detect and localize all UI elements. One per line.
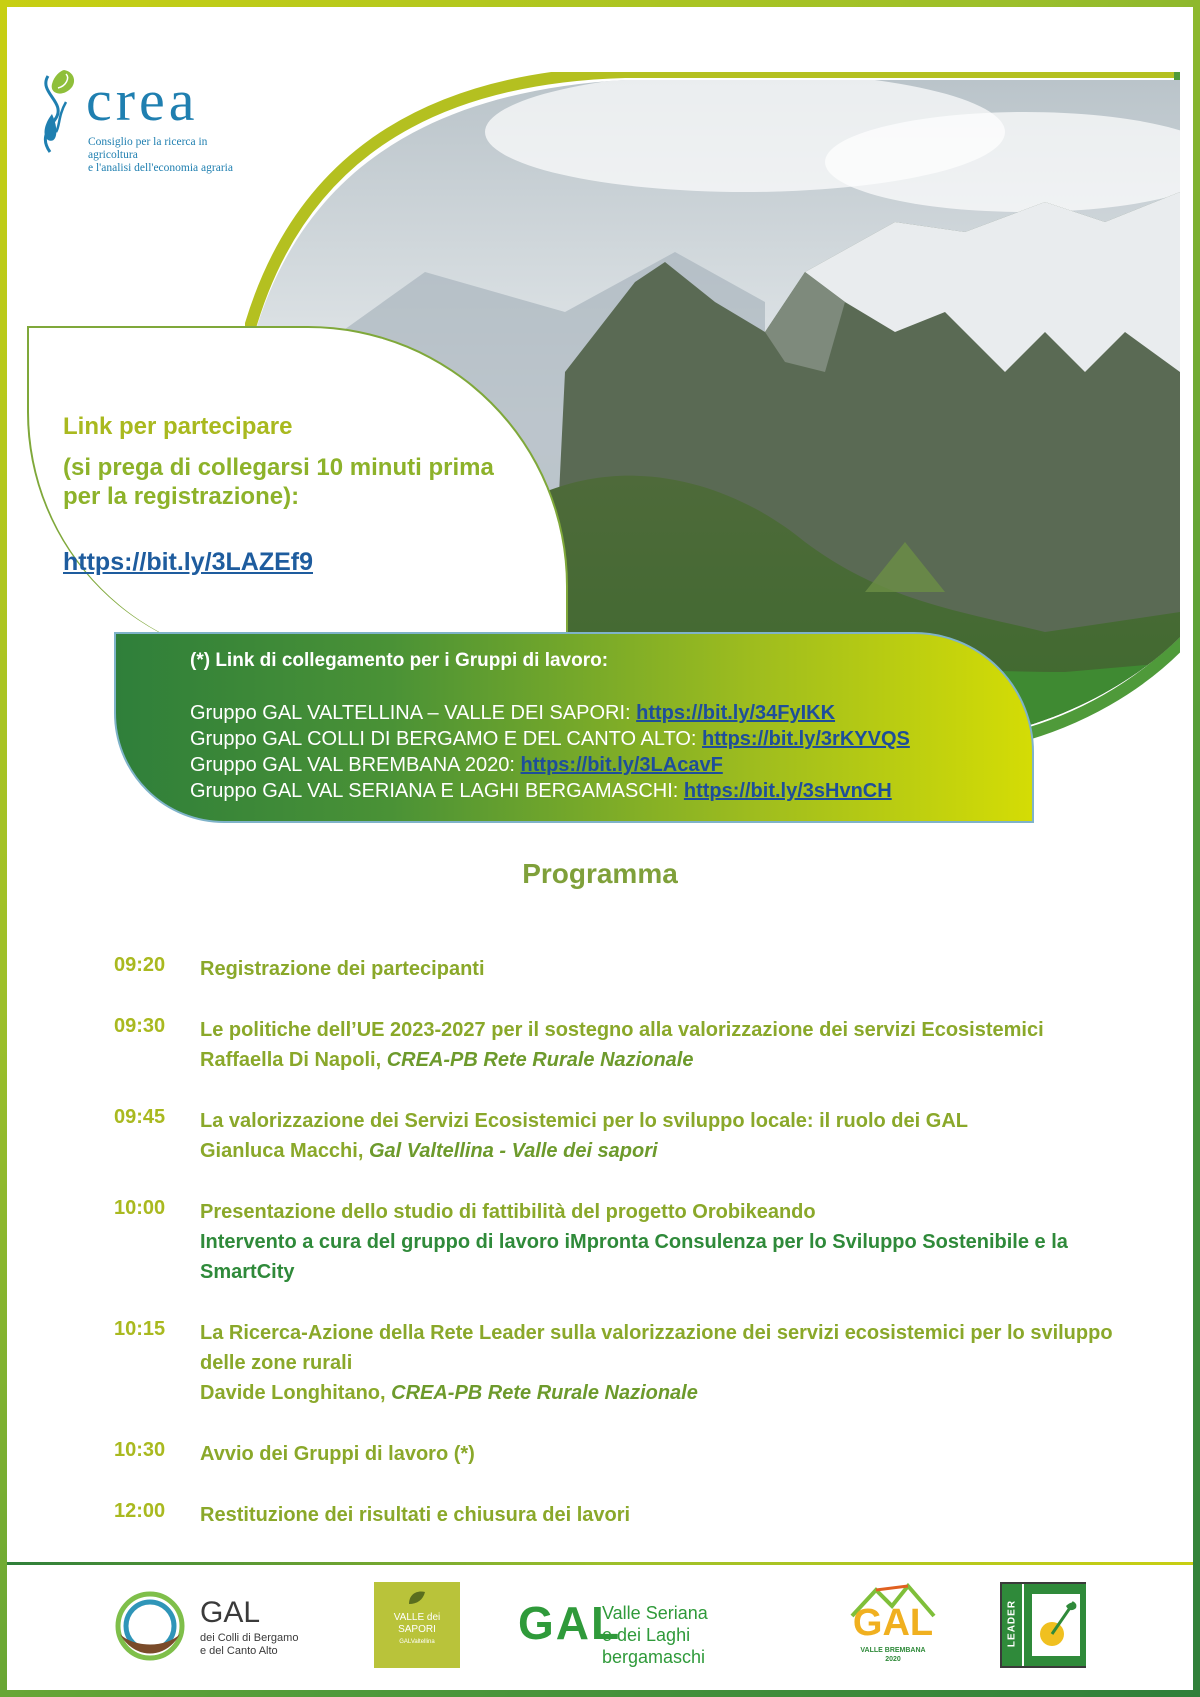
group-line-valtellina: [190, 702, 835, 725]
programme-desc: [200, 1439, 1120, 1469]
participation-link[interactable]: https://bit.ly/3LAZEf9: [63, 548, 313, 576]
programme-speaker: Davide Longhitano,: [200, 1382, 386, 1404]
programme-speaker: Raffaella Di Napoli,: [200, 1049, 382, 1071]
gal-seriana-main: GAL: [518, 1597, 622, 1649]
programme-item-title: Restituzione dei risultati e chiusura dei lavori: [200, 1504, 631, 1526]
programme-desc: [200, 1106, 1120, 1166]
programme-speaker: Intervento a cura del gruppo di lavoro iMpronta Consulenza per lo Sviluppo Sostenibile e la SmartCity: [200, 1231, 1068, 1283]
group-line-colli: [190, 728, 910, 751]
gal-colli-main: GAL: [200, 1596, 261, 1629]
programme-time: 10:15: [114, 1318, 166, 1340]
gal-colli-logo: [114, 1580, 314, 1670]
group-label: Gruppo GAL VAL BREMBANA 2020:: [190, 754, 521, 776]
valle-sapori-line1: VALLE dei: [393, 1612, 441, 1623]
programme-item-title: Le politiche dell’UE 2023-2027 per il sostegno alla valorizzazione dei servizi Ecosistemici: [200, 1019, 1044, 1041]
gal-brembana-sub: [846, 1646, 940, 1664]
programme-desc: [200, 1318, 1120, 1408]
programme-affiliation: CREA-PB Rete Rurale Nazionale: [386, 1049, 694, 1071]
group-label: Gruppo GAL VAL SERIANA E LAGHI BERGAMASCHI:: [190, 780, 684, 802]
participation-title: Link per partecipare: [63, 413, 293, 440]
gal-seriana-logo: [518, 1580, 798, 1670]
group-line-brembana: [190, 754, 723, 777]
leader-logo: [1000, 1582, 1086, 1668]
crea-wordmark: crea: [86, 68, 199, 133]
programme-item-title: La valorizzazione dei Servizi Ecosistemici per lo sviluppo locale: il ruolo dei GAL: [200, 1110, 968, 1132]
gal-colli-line1: dei Colli di Bergamo: [200, 1632, 299, 1644]
valle-sapori-logo: [374, 1582, 460, 1668]
gal-brembana-main: GAL: [852, 1602, 934, 1644]
crea-leaf-drop-icon: [36, 66, 86, 166]
gal-seriana-line1: Valle Seriana: [602, 1603, 708, 1623]
programme-desc: [200, 954, 1120, 984]
footer-divider: [7, 1562, 1193, 1565]
programme-time: 09:45: [114, 1106, 166, 1128]
group-link[interactable]: https://bit.ly/34FyIKK: [636, 702, 836, 724]
groups-heading: (*) Link di collegamento per i Gruppi di lavoro:: [190, 650, 609, 671]
leaf-icon: [407, 1590, 427, 1606]
crea-logo: [36, 66, 246, 176]
group-line-seriana: [190, 780, 892, 803]
programme-affiliation: CREA-PB Rete Rurale Nazionale: [391, 1382, 698, 1404]
group-label: Gruppo GAL COLLI DI BERGAMO E DEL CANTO ALTO:: [190, 728, 703, 750]
crea-subtitle-line1: Consiglio per la ricerca in agricoltura: [88, 136, 208, 161]
valle-sapori-line3: GALValtellina: [399, 1639, 435, 1645]
programme-item-title: La Ricerca-Azione della Rete Leader sulla valorizzazione dei servizi ecosistemici per lo sviluppo delle zone rurali: [200, 1322, 1113, 1374]
gal-brembana-line2: 2020: [885, 1656, 901, 1663]
programme-time: 10:00: [114, 1197, 166, 1219]
gal-seriana-sub: [602, 1602, 798, 1668]
programme-speaker: Gianluca Macchi,: [200, 1140, 364, 1162]
group-link[interactable]: https://bit.ly/3LAcavF: [520, 754, 723, 776]
leader-emblem-icon: [1024, 1584, 1086, 1666]
programme-item-title: Registrazione dei partecipanti: [200, 958, 485, 980]
gal-brembana-line1: VALLE BREMBANA: [860, 1647, 926, 1654]
programme-time: 12:00: [114, 1500, 166, 1522]
gal-brembana-logo: [846, 1582, 940, 1668]
crea-subtitle-line2: e l'analisi dell'economia agraria: [88, 162, 233, 174]
gal-seriana-line2: e dei Laghi bergamaschi: [602, 1625, 706, 1667]
programme-time: 09:20: [114, 954, 166, 976]
group-link[interactable]: https://bit.ly/3sHvnCH: [683, 780, 892, 802]
programme-title: Programma: [522, 858, 678, 889]
programme-desc: [200, 1500, 1120, 1530]
gal-colli-sub: [200, 1632, 298, 1658]
gal-colli-line2: e del Canto Alto: [200, 1645, 278, 1657]
programme-item-title: Presentazione dello studio di fattibilità del progetto Orobikeando: [200, 1201, 816, 1223]
programme-time: 09:30: [114, 1015, 166, 1037]
valle-sapori-text: [374, 1612, 460, 1648]
valle-sapori-line2: SAPORI: [398, 1624, 436, 1635]
programme-item-title: Avvio dei Gruppi di lavoro (*): [200, 1443, 475, 1465]
programme-time: 10:30: [114, 1439, 166, 1461]
participation-note: (si prega di collegarsi 10 minuti prima per la registrazione):: [63, 454, 494, 510]
leader-text: LEADER: [1006, 1599, 1018, 1648]
gal-colli-emblem-icon: [114, 1590, 186, 1662]
programme-affiliation: Gal Valtellina - Valle dei sapori: [368, 1140, 658, 1162]
crea-subtitle: [88, 136, 258, 175]
group-link[interactable]: https://bit.ly/3rKYVQS: [702, 728, 910, 750]
programme-desc: [200, 1015, 1120, 1075]
group-label: Gruppo GAL VALTELLINA – VALLE DEI SAPORI:: [190, 702, 637, 724]
programme-desc: [200, 1197, 1120, 1287]
